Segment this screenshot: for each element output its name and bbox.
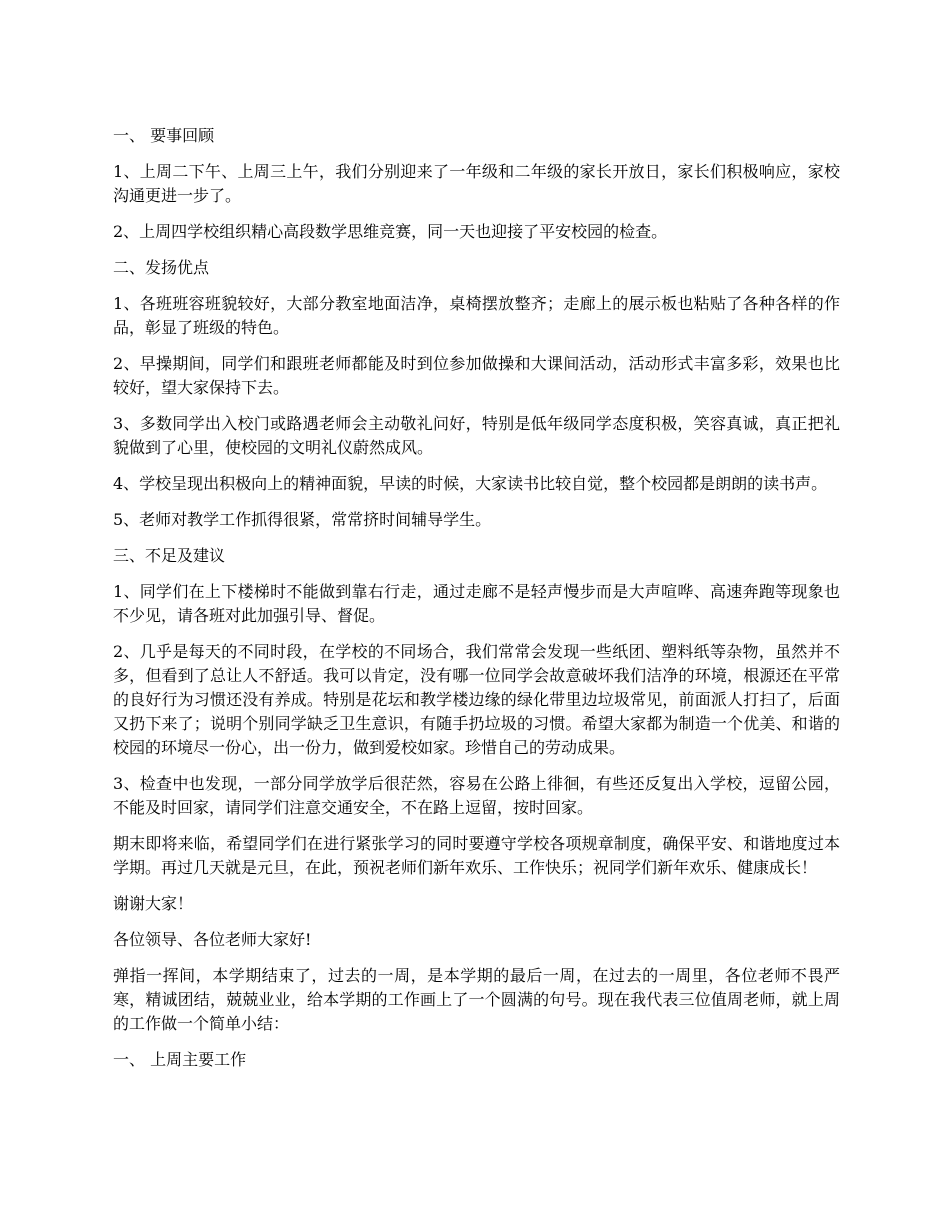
paragraph-closing-wishes: 期末即将来临，希望同学们在进行紧张学习的同时要遵守学校各项规章制度，确保平安、和谐地度过本学期。再过几天就是元旦，在此，预祝老师们新年欢乐、工作快乐；祝同学们新年欢乐、健康成长！ — [113, 834, 840, 877]
paragraph-strength-4: 4、学校呈现出积极向上的精神面貌，早读的时候，大家读书比较自觉，整个校园都是朗朗的读书声。 — [113, 474, 828, 493]
paragraph-review-2: 2、上周四学校组织精心高段数学思维竞赛，同一天也迎接了平安校园的检查。 — [113, 222, 668, 241]
section-heading-main-work: 一、 上周主要工作 — [113, 1050, 247, 1069]
paragraph-shortcoming-2: 2、几乎是每天的不同时段，在学校的不同场合，我们常常会发现一些纸团、塑料纸等杂物，虽然并不多，但看到了总让人不舒适。我可以肯定，没有哪一位同学会故意破坏我们洁净的环境，根源还在平常的良好行为习惯还没有养成。特别是花坛和教学楼边缘的绿化带里边垃圾常见，前面派人打扫了，后面又扔下来了；说明个别同学缺乏卫生意识，有随手扔垃圾的习惯。希望大家都为制造一个优美、和谐的校园的环境尽一份心，出一份力，做到爱校如家。珍惜自己的劳动成果。 — [113, 642, 840, 757]
section-heading-review: 一、 要事回顾 — [113, 126, 215, 145]
paragraph-intro: 弹指一挥间，本学期结束了，过去的一周，是本学期的最后一周，在过去的一周里，各位老师不畏严寒，精诚团结，兢兢业业，给本学期的工作画上了一个圆满的句号。现在我代表三位值周老师，就上周的工作做一个简单小结： — [113, 966, 840, 1033]
paragraph-strength-5: 5、老师对教学工作抓得很紧，常常挤时间辅导学生。 — [113, 510, 492, 529]
paragraph-strength-3: 3、多数同学出入校门或路遇老师会主动敬礼问好，特别是低年级同学态度积极，笑容真诚，真正把礼貌做到了心里，使校园的文明礼仪蔚然成风。 — [113, 414, 840, 457]
paragraph-strength-2: 2、早操期间，同学们和跟班老师都能及时到位参加做操和大课间活动，活动形式丰富多彩，效果也比较好，望大家保持下去。 — [113, 354, 840, 397]
paragraph-greeting: 各位领导、各位老师大家好! — [113, 930, 312, 949]
paragraph-strength-1: 1、各班班容班貌较好，大部分教室地面洁净，桌椅摆放整齐；走廊上的展示板也粘贴了各种各样的作品，彰显了班级的特色。 — [113, 294, 840, 337]
document-body — [113, 124, 840, 1084]
section-heading-shortcomings: 三、不足及建议 — [113, 546, 226, 565]
paragraph-shortcoming-3: 3、检查中也发现，一部分同学放学后很茫然，容易在公路上徘徊，有些还反复出入学校，逗留公园，不能及时回家，请同学们注意交通安全，不在路上逗留，按时回家。 — [113, 774, 840, 817]
paragraph-shortcoming-1: 1、同学们在上下楼梯时不能做到靠右行走，通过走廊不是轻声慢步而是大声喧哗、高速奔跑等现象也不少见，请各班对此加强引导、督促。 — [113, 582, 840, 625]
paragraph-review-1: 1、上周二下午、上周三上午，我们分别迎来了一年级和二年级的家长开放日，家长们积极响应，家校沟通更进一步了。 — [113, 162, 840, 205]
paragraph-thanks: 谢谢大家！ — [113, 894, 194, 913]
section-heading-strengths: 二、发扬优点 — [113, 258, 210, 277]
